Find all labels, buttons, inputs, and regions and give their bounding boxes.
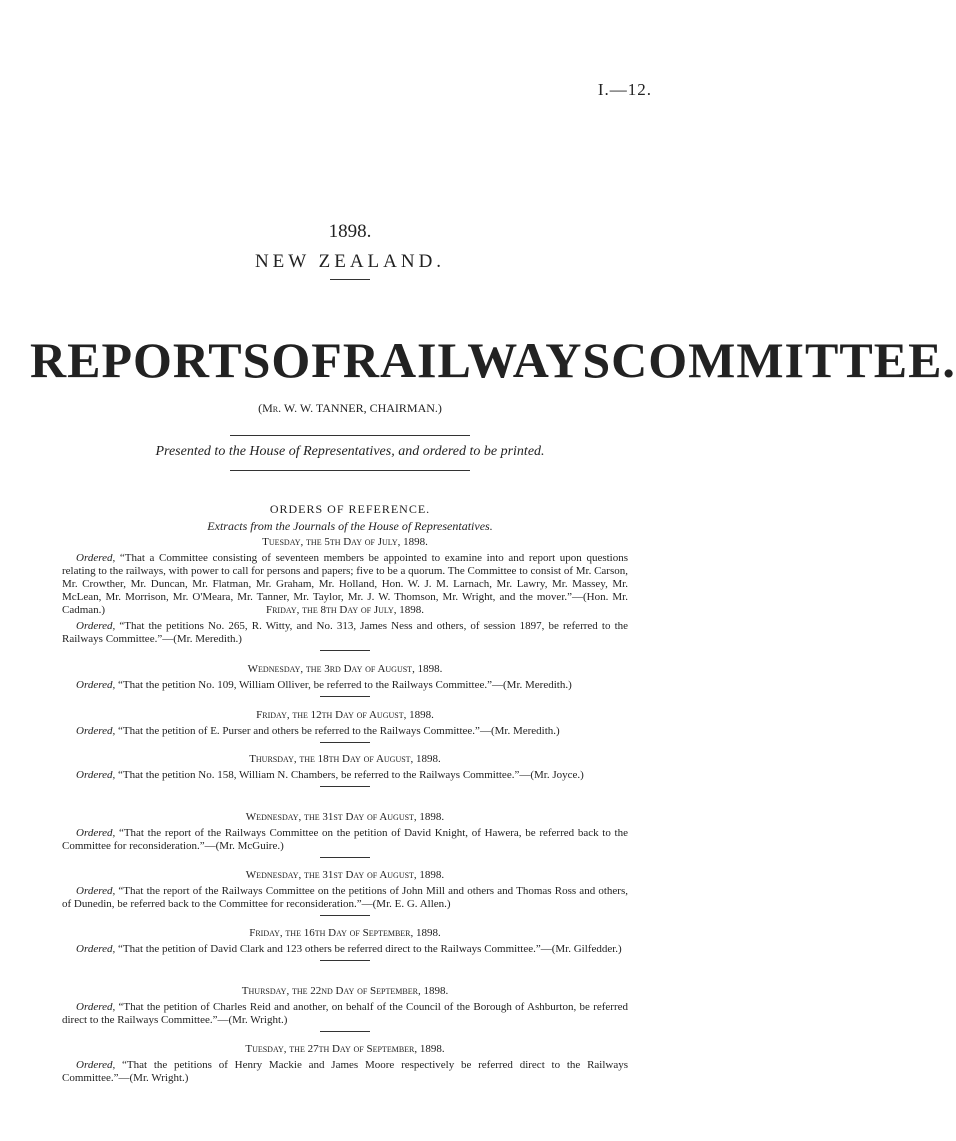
order-date: Thursday, the 22nd Day of September, 1898. — [241, 985, 449, 997]
order-body: “That the petition No. 109, William Olliver, be referred to the Railways Committee.”—(Mr. Meredith.) — [117, 679, 572, 691]
ordered-label: Ordered, — [76, 1001, 116, 1013]
order-body: “That the petition of Charles Reid and another, on behalf of the Council of the Borough of Ashburton, be referred direct to the Railways Committee.”—(Mr. Wright.) — [62, 1001, 628, 1026]
title-divider — [330, 279, 370, 280]
main-title-word: REPORTS — [30, 332, 272, 388]
order-entry — [62, 603, 628, 651]
order-entry — [62, 662, 628, 697]
main-title — [30, 332, 956, 388]
order-text — [62, 725, 628, 738]
order-date: Wednesday, the 31st Day of August, 1898. — [245, 811, 445, 823]
order-body: “That the report of the Railways Committee on the petition of David Knight, of Hawera, be referred back to the Committee for reconsideration.”—(Mr. McGuire.) — [62, 827, 629, 852]
order-date: Thursday, the 18th Day of August, 1898. — [249, 753, 441, 765]
order-entry — [62, 708, 628, 743]
ordered-label: Ordered, — [76, 827, 116, 839]
ordered-label: Ordered, — [76, 1059, 116, 1071]
order-date: Friday, the 12th Day of August, 1898. — [256, 709, 434, 721]
entry-separator — [320, 696, 370, 697]
order-date: Friday, the 16th Day of September, 1898. — [249, 927, 441, 939]
entry-separator — [320, 857, 370, 858]
report-year: 1898. — [328, 221, 372, 242]
order-entry — [62, 810, 628, 858]
main-title-word: COMMITTEE. — [611, 332, 956, 388]
order-body: “That the report of the Railways Committee on the petitions of John Mill and others and Thomas Ross and others, of Dunedin, be referred back to the Committee for reconsideration.”—(Mr. E. G. Allen.) — [62, 885, 629, 910]
order-entry — [62, 868, 628, 916]
orders-heading: ORDERS OF REFERENCE. — [269, 502, 431, 516]
order-entry — [62, 1042, 628, 1085]
order-body: “That the petition No. 158, William N. Chambers, be referred to the Railways Committee.”—(Mr. Joyce.) — [117, 769, 584, 781]
order-text — [62, 620, 628, 646]
order-body: “That the petitions No. 265, R. Witty, and No. 313, James Ness and others, of session 1897, be referred to the Railways Committee.”—(Mr. Meredith.) — [62, 620, 629, 645]
order-text — [62, 827, 628, 853]
order-text — [62, 885, 628, 911]
order-body: “That the petition of David Clark and 123 others be referred direct to the Railways Committee.”—(Mr. Gilfedder.) — [117, 943, 622, 955]
country-heading: NEW ZEALAND. — [254, 251, 446, 272]
order-entry — [62, 926, 628, 961]
order-date: Friday, the 8th Day of July, 1898. — [265, 604, 425, 616]
entry-separator — [320, 742, 370, 743]
order-text — [62, 943, 628, 956]
order-entry — [62, 752, 628, 787]
entry-separator — [320, 1031, 370, 1032]
order-body: “That the petitions of Henry Mackie and James Moore respectively be referred direct to the Railways Committee.”—(Mr. Wright.) — [62, 1059, 629, 1084]
presented-rule-bottom — [230, 470, 470, 471]
presented-notice: Presented to the House of Representatives, and ordered to be printed. — [155, 444, 545, 459]
main-title-word: OF — [271, 332, 343, 388]
main-title-word: RAILWAYS — [342, 332, 612, 388]
entry-separator — [320, 915, 370, 916]
order-text — [62, 1001, 628, 1027]
page-number: I.—12. — [597, 80, 652, 99]
order-body: “That a Committee consisting of seventeen members be appointed to examine into and report upon questions relating to the railways, with power to call for persons and papers; five to be a quorum. The Committee to consist of Mr. Carson, Mr. Crowther, Mr. Duncan, Mr. Flatman, Mr. Graham, Mr. Holland, Hon. W. J. M. Larnach, Mr. Lawry, Mr. Massey, Mr. McLean, Mr. Morrison, Mr. O'Meara, Mr. Tanner, Mr. Taylor, Mr. J. W. Thomson, Mr. Wright, and the mover.”—(Hon. Mr. Cadman.) — [62, 552, 628, 616]
presented-rule — [230, 435, 470, 436]
ordered-label: Ordered, — [76, 552, 116, 564]
ordered-label: Ordered, — [76, 885, 116, 897]
ordered-label: Ordered, — [76, 943, 116, 955]
chairman-line: (Mr. W. W. TANNER, CHAIRMAN.) — [258, 401, 442, 415]
extracts-subheading: Extracts from the Journals of the House of Representatives. — [207, 519, 493, 533]
ordered-label: Ordered, — [76, 725, 116, 737]
order-text — [62, 1059, 628, 1085]
order-date: Tuesday, the 5th Day of July, 1898. — [262, 536, 428, 548]
ordered-label: Ordered, — [76, 769, 116, 781]
order-entry — [62, 984, 628, 1032]
order-date: Wednesday, the 3rd Day of August, 1898. — [247, 663, 443, 675]
entry-separator — [320, 650, 370, 651]
order-date: Tuesday, the 27th Day of September, 1898. — [245, 1043, 445, 1055]
order-text — [62, 769, 628, 782]
order-text — [62, 679, 628, 692]
ordered-label: Ordered, — [76, 679, 116, 691]
entry-separator — [320, 960, 370, 961]
entry-separator — [320, 786, 370, 787]
order-body: “That the petition of E. Purser and others be referred to the Railways Committee.”—(Mr. Meredith.) — [117, 725, 560, 737]
order-date: Wednesday, the 31st Day of August, 1898. — [245, 869, 445, 881]
ordered-label: Ordered, — [76, 620, 116, 632]
